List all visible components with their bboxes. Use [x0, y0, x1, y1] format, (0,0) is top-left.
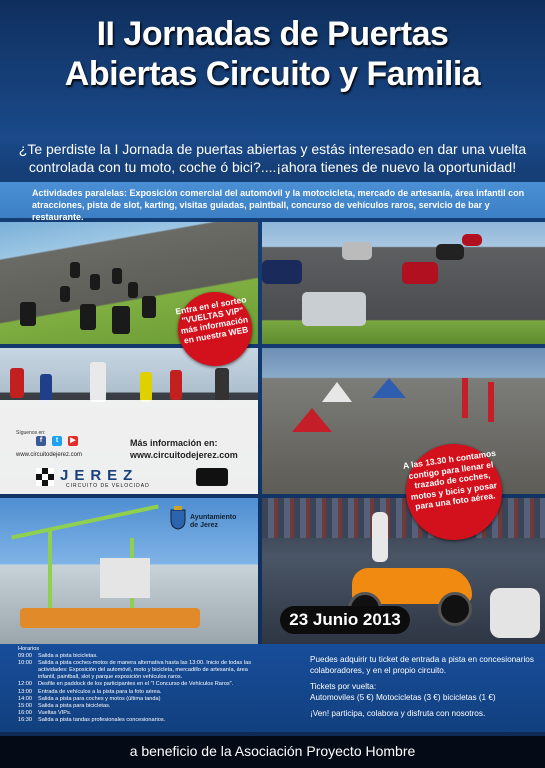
schedule-row: 16:00 Vueltas VIPs. [18, 709, 72, 716]
schedule-row: 13:00 Entrada de vehículos a la pista para la foto aérea. [18, 688, 162, 695]
schedule-row: infantil, paintball, slot y parque exposición vehículos raros. [38, 674, 183, 681]
schedule-row: actividades: Exposición del automóvil, moto y bicicleta, mercadillo de artesanía, área [38, 667, 248, 674]
tickets-heading: Tickets por vuelta: [310, 682, 377, 691]
crowd-shape [262, 498, 545, 538]
schedule-row: 15:00 Salida a pista para bicicletas. [18, 702, 111, 709]
cyclist-shape [40, 374, 52, 402]
car-shape [302, 292, 366, 326]
coat-of-arms-icon [170, 506, 186, 530]
schedule-row: 10:00 Salida a pista coches-motos de manera alternativa hasta las 13:00. Inicio de todas las [18, 660, 251, 667]
tent-shape [372, 378, 406, 398]
ayuntamiento-line1: Ayuntamiento [190, 514, 237, 521]
twitter-icon[interactable]: t [52, 436, 62, 446]
bike-shape [142, 296, 156, 318]
ayuntamiento-text [190, 514, 236, 530]
youtube-icon[interactable]: ▶ [68, 436, 78, 446]
ayuntamiento-line2: de Jerez [190, 522, 219, 529]
schedule-heading: Horarios [18, 646, 40, 652]
car-shape [262, 260, 302, 284]
car-shape [462, 234, 482, 246]
sorteo-badge-text: Entra en el sorteo "VUELTAS VIP" más información en nuestra WEB [174, 294, 250, 346]
trampoline-shape [20, 608, 200, 628]
poster-subtitle: ¿Te perdiste la I Jornada de puertas abiertas y estás interesado en dar una vuelta controlada con tu moto, coche ó bici?....¡ahora tienes de nuevo la oportunidad! [18, 141, 527, 175]
tickets-cta: ¡Ven! participa, colabora y disfruta con nosotros. [310, 709, 486, 718]
cyclist-shape [170, 370, 182, 400]
poster-title [0, 14, 545, 94]
circuito-jerez-logo [36, 466, 232, 488]
bike-shape [80, 304, 96, 330]
wheel-shape [438, 592, 472, 626]
more-info [130, 437, 250, 461]
schedule-list [18, 646, 288, 724]
footer-beneficiary: a beneficio de la Asociación Proyecto Hombre [0, 736, 545, 768]
schedule-row: 09:00 Salida a pista bicicletas. [18, 653, 98, 660]
bike-shape [20, 302, 36, 326]
cyclist-shape [140, 372, 152, 402]
bike-shape [128, 282, 138, 298]
car-shape [342, 242, 372, 260]
attraction-frame [11, 504, 159, 539]
tickets-prices: Automoviles (5 €) Motocicletas (3 €) bicicletas (1 €) [310, 692, 496, 702]
logo-emblem-icon [196, 468, 228, 486]
schedule-row: 12:00 Desfile en paddock de los participantes en el "I Concurso de Vehículos Raros". [18, 681, 234, 688]
cyclist-shape [90, 362, 106, 402]
activities-text: Actividades paralelas: Exposición comercial del automóvil y la motocicleta, mercado de artesanía, área infantil con atracciones, pista de slot, karting, visitas guiadas, paintball, concurso de vehículos raros, servicio de bar y restaurante. [32, 188, 525, 222]
bike-shape [112, 268, 122, 284]
rider-figure-shape [372, 512, 388, 562]
bike-shape [90, 274, 100, 290]
photo-cars [262, 222, 545, 344]
car-shape [402, 262, 438, 284]
tent-shape [322, 382, 352, 402]
small-website-link[interactable]: www.circuitodejerez.com [16, 452, 83, 458]
building-shape [100, 558, 150, 598]
website-link[interactable]: www.circuitodejerez.com [130, 450, 238, 460]
aerial-photo-badge-text: A las 13.30 h contamos contigo para llenar el trazado de coches, motos y bicis y posar para una foto aérea. [402, 447, 498, 512]
cyclist-shape [10, 368, 24, 398]
title-line-2: Abiertas Circuito y Familia [64, 55, 481, 93]
schedule-row: 14:00 Salida a pista para coches y motos (última tanda) [18, 695, 161, 702]
attraction-frame [48, 528, 52, 618]
bike-shape [60, 286, 70, 302]
cyclist-shape [215, 368, 229, 402]
tickets-intro: Puedes adquirir tu ticket de entrada a pista en concesionarios colaboradores, y en el propio circuito. [310, 655, 534, 675]
tent-shape [292, 408, 332, 432]
banner-flag-shape [462, 378, 468, 418]
logo-wordmark: JEREZ [60, 467, 139, 484]
number-plate-bike-shape [490, 588, 540, 638]
schedule-row: 16:30 Salida a pista tandas profesionales concesionarios. [18, 716, 166, 723]
banner-flag-shape [488, 382, 494, 422]
logo-tagline: CIRCUITO DE VELOCIDAD [66, 483, 150, 488]
bike-shape [112, 306, 130, 334]
social-label: Síguenos en: [16, 430, 46, 436]
activities-band [0, 182, 545, 222]
bike-shape [70, 262, 80, 278]
car-shape [436, 244, 464, 260]
more-info-label: Más información en: [130, 438, 218, 448]
title-line-1: II Jornadas de Puertas [96, 15, 449, 53]
facebook-icon[interactable]: f [36, 436, 46, 446]
event-date: 23 Junio 2013 [280, 606, 410, 634]
tickets-info [310, 655, 536, 726]
